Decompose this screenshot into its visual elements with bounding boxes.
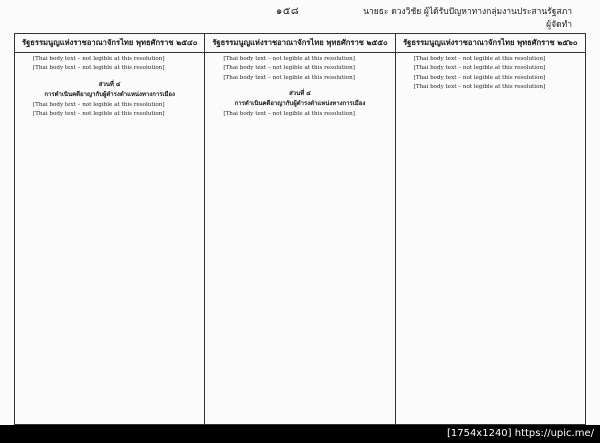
- article-paragraph: [Thai body text – not legible at this resolution]: [33, 111, 165, 118]
- article-paragraph: [Thai body text – not legible at this resolution]: [223, 65, 355, 72]
- article-paragraph: [Thai body text – not legible at this resolution]: [223, 56, 355, 62]
- comparison-table: [14, 33, 586, 425]
- page-number: ๑๕๘: [276, 6, 300, 17]
- article-paragraph: [Thai body text – not legible at this resolution]: [413, 74, 546, 81]
- page-header: [0, 0, 600, 32]
- section-subtitle: การดำเนินคดีอาญากับผู้ดำรงตำแหน่งทางการเมือง: [44, 90, 175, 98]
- article-paragraph: [Thai body text – not legible at this resolution]: [223, 111, 355, 118]
- image-watermark: [1754x1240] https://upic.me/: [0, 425, 600, 443]
- article-paragraph: [Thai body text – not legible at this resolution]: [413, 84, 546, 91]
- article-paragraph: [Thai body text – not legible at this resolution]: [33, 65, 165, 72]
- header-author-line: นายธะ ดวงวิชัย ผู้ได้รับปัญหาทางกลุ่มงานประสานรัฐสภา: [363, 7, 572, 17]
- article-paragraph: [Thai body text – not legible at this resolution]: [33, 101, 165, 108]
- column-2: [205, 34, 395, 424]
- article-paragraph: [Thai body text – not legible at this resolution]: [413, 56, 546, 62]
- column-3: [396, 34, 585, 424]
- header-author-role: ผู้จัดทำ: [546, 20, 572, 30]
- article-paragraph: [Thai body text – not legible at this resolution]: [223, 74, 355, 81]
- article-paragraph: [Thai body text – not legible at this resolution]: [413, 65, 546, 72]
- section-title: ส่วนที่ ๔: [98, 80, 121, 88]
- section-subtitle: การดำเนินคดีอาญากับผู้ดำรงตำแหน่งทางการเมือง: [234, 100, 366, 108]
- section-title: ส่วนที่ ๔: [289, 90, 311, 98]
- column-1: [15, 34, 205, 424]
- column-heading: รัฐธรรมนูญแห่งราชอาณาจักรไทย พุทธศักราช ๒๕๕๐: [205, 34, 394, 53]
- column-heading: รัฐธรรมนูญแห่งราชอาณาจักรไทย พุทธศักราช ๒๕๖๐: [396, 34, 585, 53]
- column-heading: รัฐธรรมนูญแห่งราชอาณาจักรไทย พุทธศักราช ๒๕๔๐: [15, 34, 204, 53]
- article-paragraph: [Thai body text – not legible at this resolution]: [33, 56, 165, 62]
